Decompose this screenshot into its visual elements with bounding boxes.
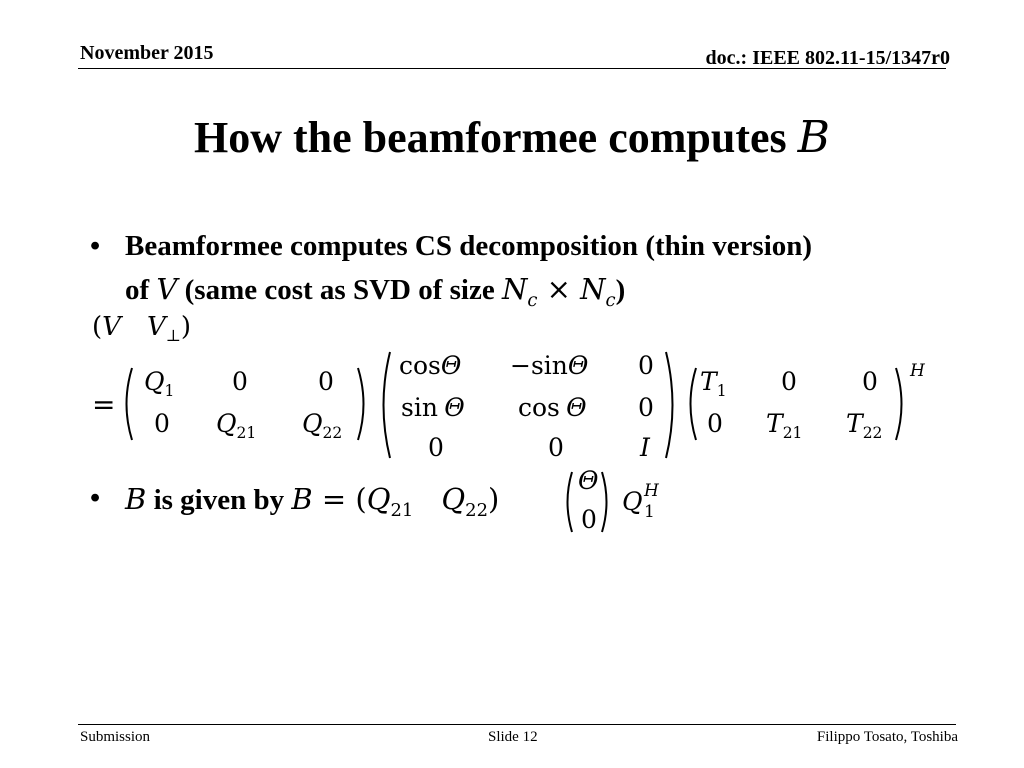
- vector-right-paren: [600, 470, 612, 534]
- vector-left-paren: [562, 470, 574, 534]
- matrix-cs-sin: sin Θ: [401, 393, 465, 422]
- matrix-cs-cos: cosΘ: [399, 351, 462, 380]
- bullet-2-text: B is given by $B = (Q_{21}$ $Q_{22}$): [125, 482, 500, 521]
- matrix-t-zero: 0: [781, 367, 797, 396]
- hermitian-superscript: H: [910, 361, 925, 381]
- matrix-t-t1: $T_1$: [700, 367, 727, 400]
- slide-title: [0, 112, 1024, 163]
- q1-hermitian-sup: H: [644, 481, 659, 501]
- header-date: November 2015: [80, 42, 214, 64]
- matrix-q-zero: 0: [318, 367, 334, 396]
- matrix-q-zero: 0: [154, 409, 170, 438]
- q1-hermitian: Q: [622, 487, 643, 516]
- header-divider: [78, 68, 946, 69]
- matrix-q-left-paren: [120, 366, 134, 442]
- vector-zero: 0: [581, 505, 597, 534]
- matrix-q-q21: $Q_{21}$: [216, 409, 257, 442]
- matrix-cs-zero: 0: [548, 433, 564, 462]
- matrix-t-zero: 0: [707, 409, 723, 438]
- matrix-t-t21: $T_{21}$: [766, 409, 803, 442]
- footer-submission: Submission: [80, 729, 151, 745]
- footer-author: Filippo Tosato, Toshiba: [816, 729, 958, 745]
- matrix-cs-neg-sin: −sinΘ: [510, 351, 589, 380]
- header-doc-id: doc.: IEEE 802.11-15/1347r0: [705, 47, 950, 69]
- q1-hermitian-sub: 1: [644, 502, 655, 522]
- bullet-marker-1: •: [90, 230, 101, 262]
- bullet-1-line-2: of V (same cost as SVD of size $N_c \times N_c$): [125, 272, 626, 311]
- matrix-q-right-paren: [356, 366, 370, 442]
- matrix-cs-zero: 0: [428, 433, 444, 462]
- footer-divider: [78, 724, 956, 725]
- matrix-cs-cos: cos Θ: [518, 393, 587, 422]
- slide-title-text: How the beamformee computes: [194, 113, 798, 162]
- matrix-cs-identity: I: [640, 433, 650, 462]
- matrix-q-zero: 0: [232, 367, 248, 396]
- matrix-t-t22: $T_{22}$: [846, 409, 883, 442]
- footer-slide-number: Slide 12: [488, 729, 538, 745]
- matrix-cs-zero: 0: [638, 351, 654, 380]
- bullet-1-line-1: Beamformee computes CS decomposition (thin version): [125, 230, 813, 262]
- matrix-q-q1: $Q_1$: [144, 367, 175, 400]
- matrix-t-right-paren: [894, 366, 908, 442]
- matrix-q-q22: $Q_{22}$: [302, 409, 343, 442]
- equation-lhs: (V $V_\perp$): [92, 312, 192, 346]
- matrix-cs-left-paren: [376, 350, 392, 460]
- vector-theta: Θ: [578, 466, 599, 495]
- matrix-t-left-paren: [684, 366, 698, 442]
- matrix-cs-zero: 0: [638, 393, 654, 422]
- equation-equals: =: [92, 388, 116, 421]
- slide-title-math: B: [797, 112, 830, 163]
- matrix-cs-right-paren: [664, 350, 680, 460]
- bullet-marker-2: •: [90, 482, 101, 514]
- matrix-t-zero: 0: [862, 367, 878, 396]
